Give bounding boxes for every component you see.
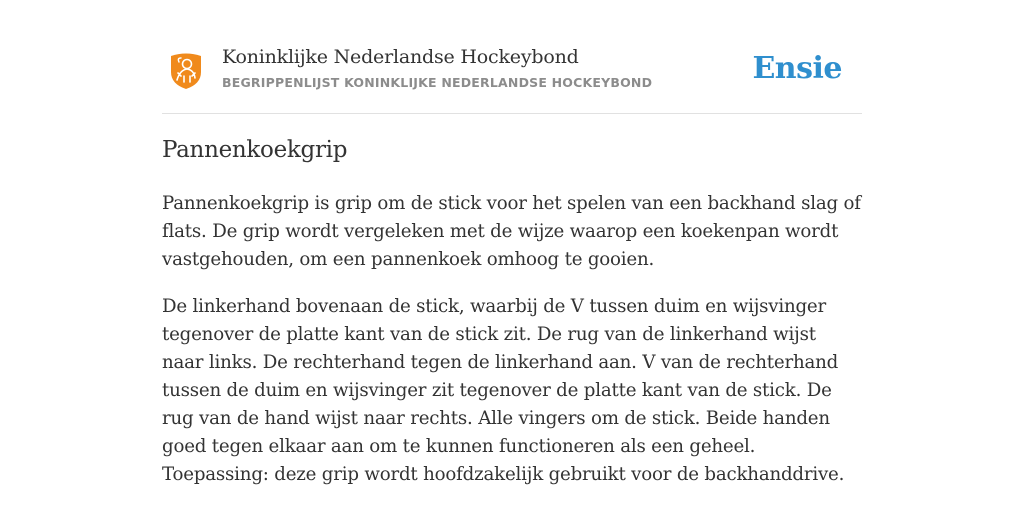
ensie-logo[interactable]: Ensie	[752, 51, 842, 86]
page-title: Pannenkoekgrip	[162, 137, 348, 163]
article-body	[162, 190, 862, 508]
paragraph: De linkerhand bovenaan de stick, waarbij de V tussen duim en wijsvinger tegenover de platte kant van de stick zit. De rug van de linkerhand wijst naar links. De rechterhand tegen de linkerhand aan. V van de rechterhand tussen de duim en wijsvinger zit tegenover de platte kant van de stick. De rug van de hand wijst naar rechts. Alle vingers om de stick. Beide handen goed tegen elkaar aan om te kunnen functioneren als een geheel. Toepassing: deze grip wordt hoofdzakelijk gebruikt voor de backhanddrive.	[162, 296, 845, 485]
organization-name[interactable]: Koninklijke Nederlandse Hockeybond	[222, 46, 579, 68]
hockey-lion-shield-icon[interactable]	[168, 52, 204, 90]
paragraph: Pannenkoekgrip is grip om de stick voor het spelen van een backhand slag of flats. De grip wordt vergeleken met de wijze waarop een koekenpan wordt vastgehouden, om een pannenkoek omhoog te gooien.	[162, 193, 861, 270]
header	[162, 40, 862, 114]
glossary-subtitle[interactable]: BEGRIPPENLIJST KONINKLIJKE NEDERLANDSE HOCKEYBOND	[222, 75, 653, 90]
